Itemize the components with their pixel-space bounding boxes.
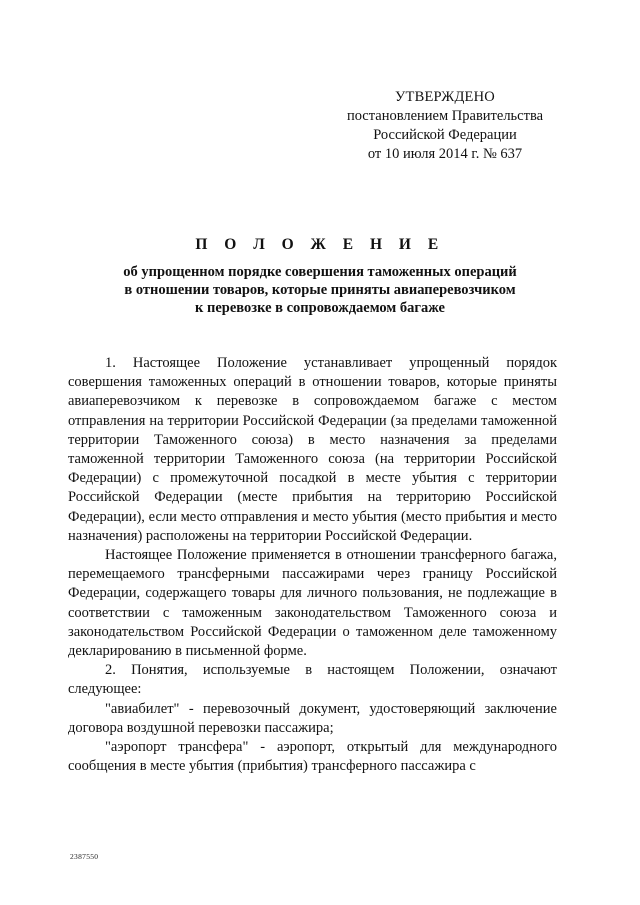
approval-line-date: от 10 июля 2014 г. № 637 [367,146,523,162]
approval-heading: УТВЕРЖДЕНО [395,89,495,105]
approval-line-country: Российской Федерации [373,127,517,143]
document-subtitle [60,263,580,317]
document-title-block [60,235,580,317]
approval-line-authority: постановлением Правительства [346,108,544,124]
paragraph-2: Настоящее Положение применяется в отношении трансферного багажа, перемещаемого трансферными пассажирами через границу Российской Федерации, содержащего товары для личного пользования, не подлежащие в соответствии с таможенным законодательством Таможенного союза и законодательством Российской Федерации о таможенном деле таможенному декларированию в письменной форме. [68,547,557,660]
document-title: П О Л О Ж Е Н И Е [195,236,445,253]
paragraph-4: "авиабилет" - перевозочный документ, удостоверяющий заключение договора воздушной перевозки пассажира; [68,700,557,736]
subtitle-line-1: об упрощенном порядке совершения таможенных операций [123,264,517,280]
document-code: 2387550 [70,852,99,861]
paragraph-1: 1. Настоящее Положение устанавливает упрощенный порядок совершения таможенных операций в отношении товаров, которые приняты авиаперевозчиком к перевозке в сопровождаемом багаже с местом отправления на территории Российской Федерации (за пределами таможенной территории Таможенного союза) в место назначения за пределами таможенной территории Таможенного союза (на территории Российской Федерации) с промежуточной посадкой в месте убытия с территории Российской Федерации (месте прибытия на территорию Российской Федерации), если место отправления и место убытия (место прибытия и место назначения) расположены на территории Российской Федерации. [68,355,557,544]
document-body [68,354,557,776]
paragraph-5: "аэропорт трансфера" - аэропорт, открытый для международного сообщения в месте убытия (прибытия) трансферного пассажира с [68,739,557,775]
subtitle-line-2: в отношении товаров, которые приняты авиаперевозчиком [124,282,516,298]
approval-block [330,88,560,164]
paragraph-3: 2. Понятия, используемые в настоящем Положении, означают следующее: [68,662,557,698]
subtitle-line-3: к перевозке в сопровождаемом багаже [195,300,445,316]
